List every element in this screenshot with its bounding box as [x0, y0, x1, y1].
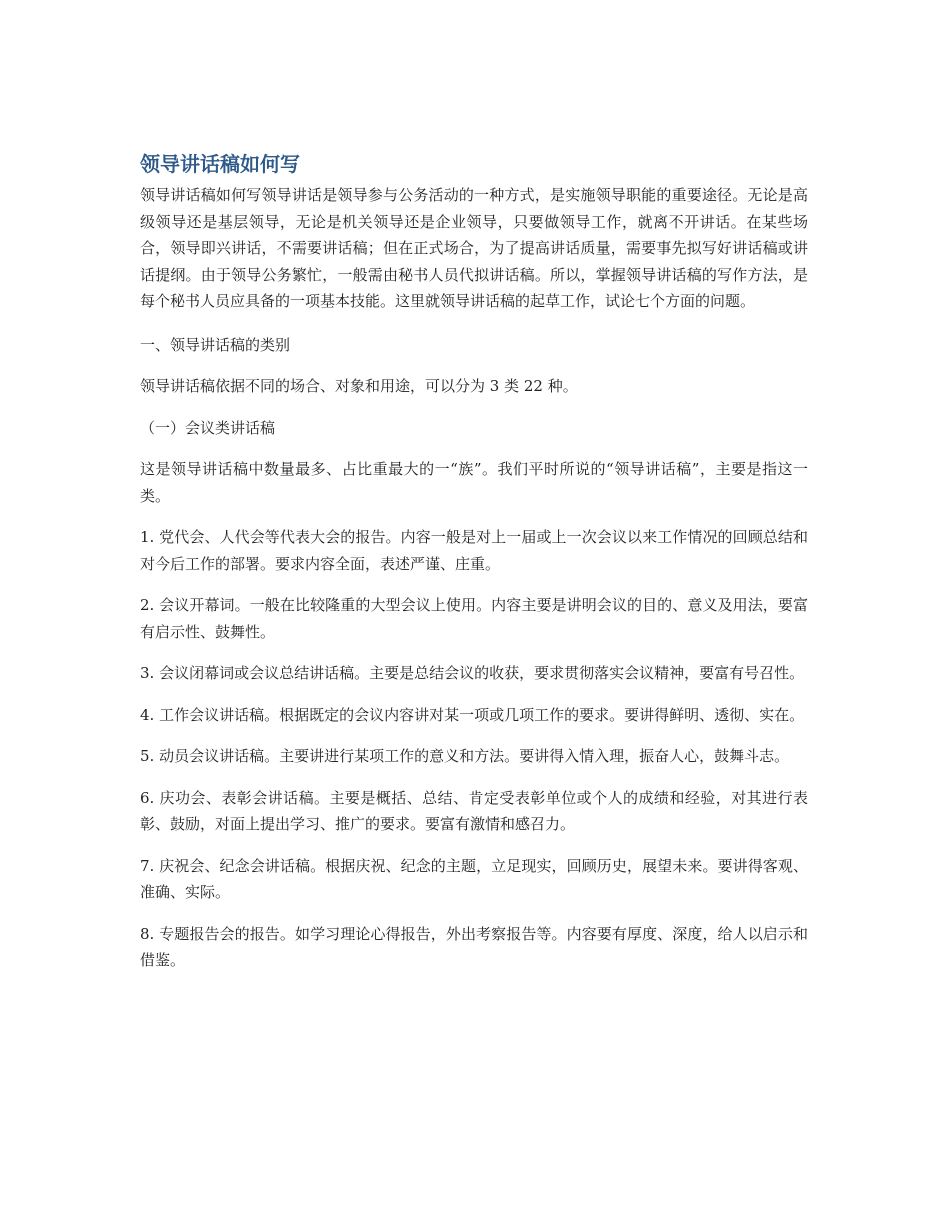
section-intro: 领导讲话稿依据不同的场合、对象和用途，可以分为 3 类 22 种。 [140, 377, 578, 395]
list-item: 5. 动员会议讲话稿。主要讲进行某项工作的意义和方法。要讲得入情入理，振奋人心，鼓舞斗志。 [140, 747, 790, 765]
document-title: 领导讲话稿如何写 [140, 152, 300, 176]
list-item: 7. 庆祝会、纪念会讲话稿。根据庆祝、纪念的主题，立足现实，回顾历史，展望未来。要讲得客观、准确、实际。 [140, 856, 808, 901]
section-heading: 一、领导讲话稿的类别 [140, 335, 291, 354]
document-page [140, 150, 808, 989]
list-item: 3. 会议闭幕词或会议总结讲话稿。主要是总结会议的收获，要求贯彻落实会议精神，要富有号召性。 [140, 664, 805, 682]
list-item: 1. 党代会、人代会等代表大会的报告。内容一般是对上一届或上一次会议以来工作情况的回顾总结和对今后工作的部署。要求内容全面，表述严谨、庄重。 [140, 528, 808, 573]
list-item: 2. 会议开幕词。一般在比较隆重的大型会议上使用。内容主要是讲明会议的目的、意义及用法，要富有启示性、鼓舞性。 [140, 596, 808, 641]
subsection-heading: （一）会议类讲话稿 [140, 418, 276, 437]
list-item: 4. 工作会议讲话稿。根据既定的会议内容讲对某一项或几项工作的要求。要讲得鲜明、透彻、实在。 [140, 705, 805, 724]
list-item: 8. 专题报告会的报告。如学习理论心得报告，外出考察报告等。内容要有厚度、深度，给人以启示和借鉴。 [140, 924, 808, 969]
intro-paragraph: 领导讲话稿如何写领导讲话是领导参与公务活动的一种方式，是实施领导职能的重要途径。无论是高级领导还是基层领导，无论是机关领导还是企业领导，只要做领导工作，就离不开讲话。在某些场合，领导即兴讲话，不需要讲话稿；但在正式场合，为了提高讲话质量，需要事先拟写好讲话稿或讲话提纲。由于领导公务繁忙，一般需由秘书人员代拟讲话稿。所以，掌握领导讲话稿的写作方法，是每个秘书人员应具备的一项基本技能。这里就领导讲话稿的起草工作，试论七个方面的问题。 [140, 186, 808, 310]
list-item: 6. 庆功会、表彰会讲话稿。主要是概括、总结、肯定受表彰单位或个人的成绩和经验，对其进行表彰、鼓励，对面上提出学习、推广的要求。要富有激情和感召力。 [140, 788, 808, 833]
subsection-intro: 这是领导讲话稿中数量最多、占比重最大的一“族”。我们平时所说的“领导讲话稿”，主要是指这一类。 [140, 460, 808, 505]
